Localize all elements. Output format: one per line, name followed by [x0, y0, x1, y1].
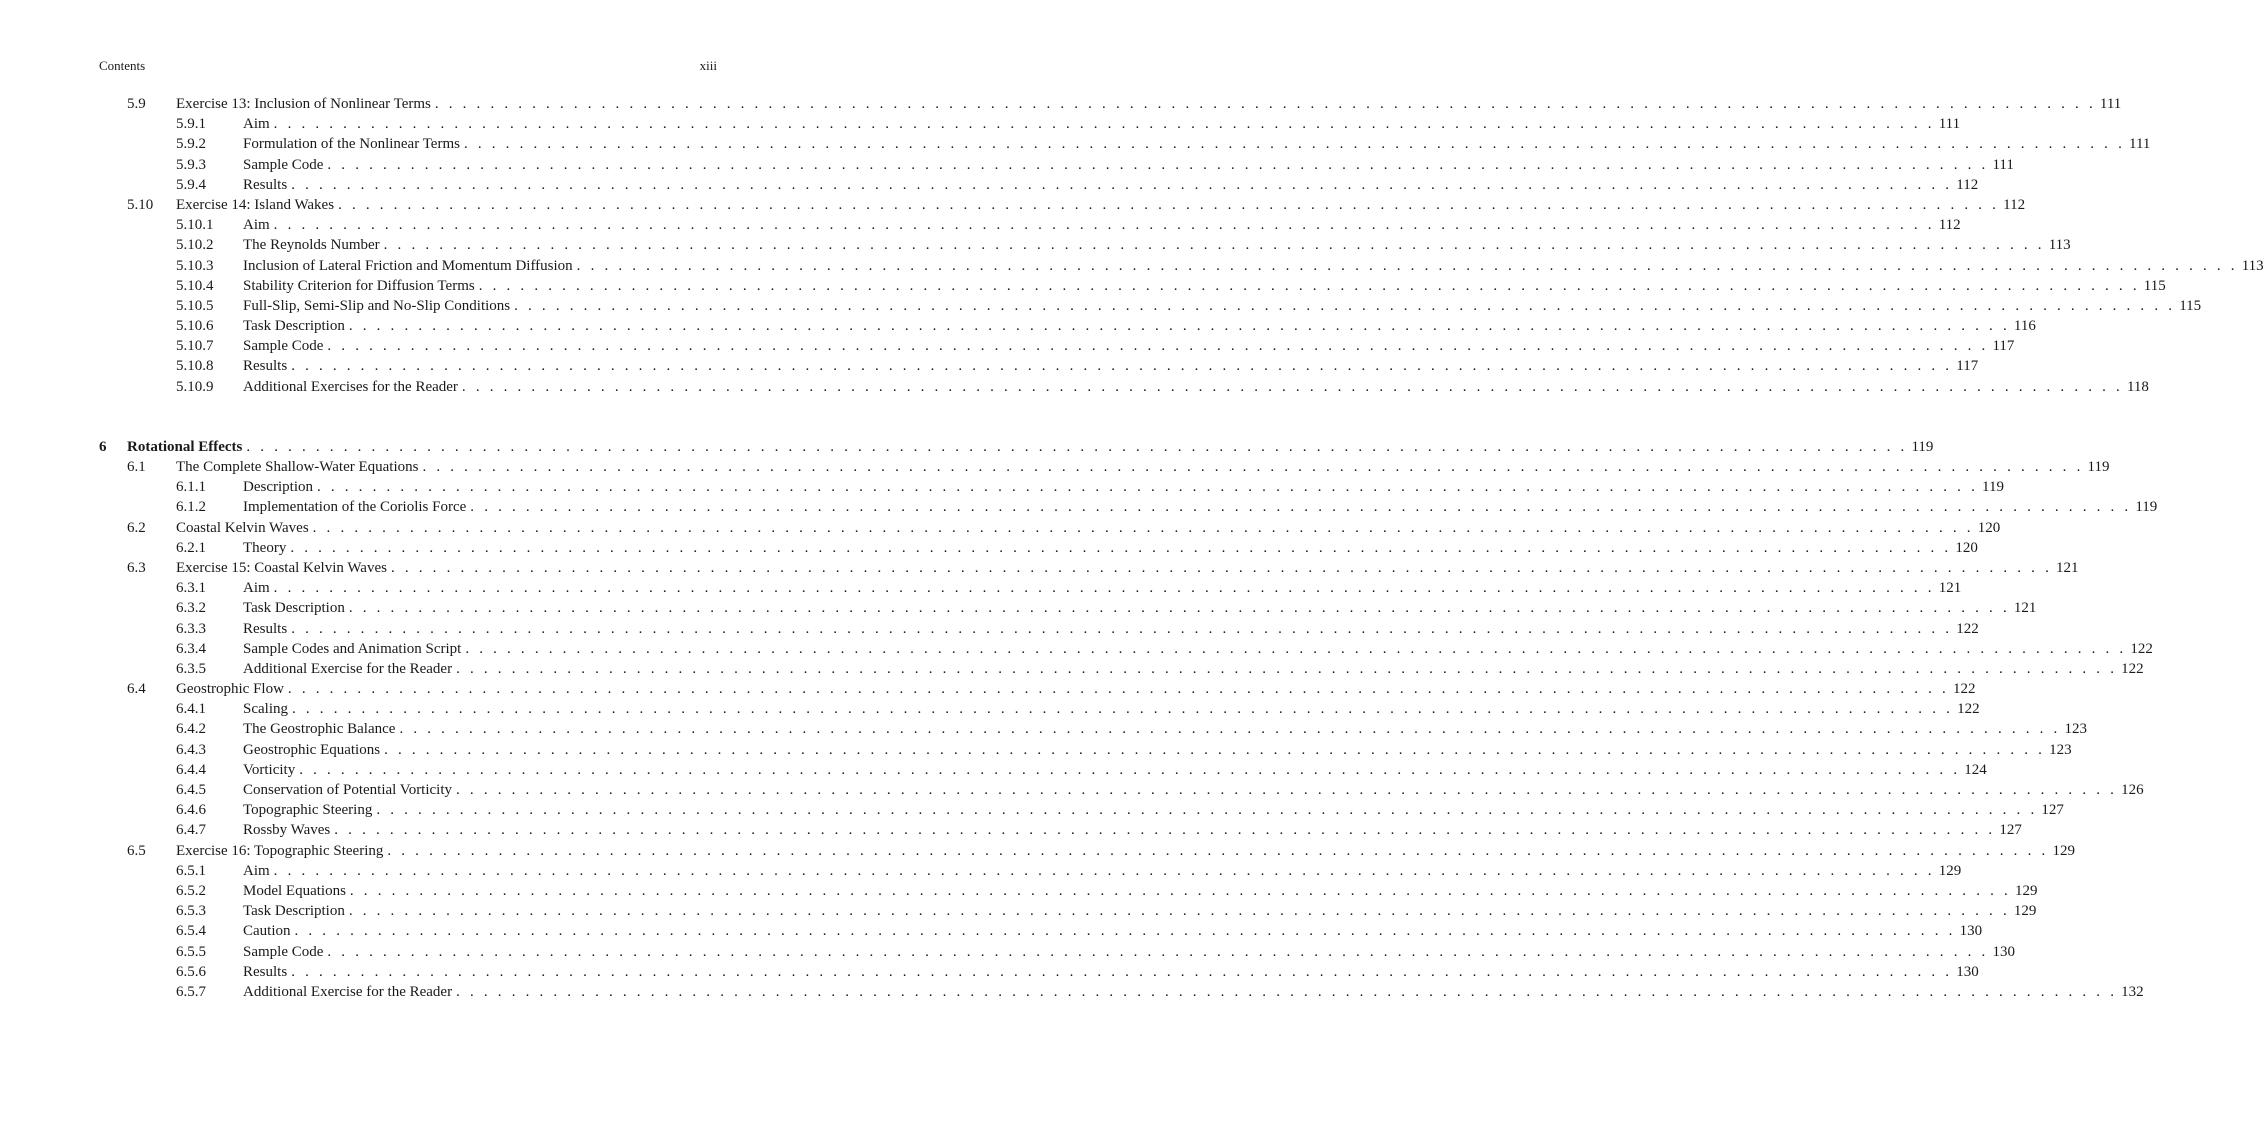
toc-entry-line [243, 235, 2071, 255]
toc-entry-number: 5.10.2 [176, 237, 214, 254]
toc-entry-sub[interactable] [99, 256, 2264, 276]
toc-entry-page: 129 [2011, 881, 2038, 901]
dot-leader: . . . . . . . . . . . . . . . . . . . . . . . . . . . . . . . . . . . . . . . . . . . . . . . . . . . . . . . . . . . . . . . . . . . . . . . . . . . . . . . . . . . . . . . . . . . . . . . . . . . . . . . . . . . . . . . . . . . . . . . . [294, 923, 1956, 940]
toc-entry-number: 6.4.2 [176, 721, 206, 738]
toc-entry-line [243, 820, 2022, 840]
toc-entry-title[interactable]: Task Description [243, 598, 349, 618]
toc-entry-sub[interactable] [99, 578, 1962, 598]
toc-entry-title[interactable]: Scaling [243, 699, 292, 719]
toc-entry-line [243, 114, 1961, 134]
dot-leader: . . . . . . . . . . . . . . . . . . . . . . . . . . . . . . . . . . . . . . . . . . . . . . . . . . . . . . . . . . . . . . . . . . . . . . . . . . . . . . . . . . . . . . . . . . . . . . . . . . . . . . . . . . . . . . . . . . . . . . . . [316, 479, 1979, 496]
toc-entry-title[interactable]: Sample Code [243, 336, 327, 356]
toc-entry-page: 129 [2048, 841, 2075, 861]
toc-entry-line [243, 215, 1961, 235]
toc-entry-title[interactable]: Results [243, 962, 291, 982]
toc-entry-number: 6.5.1 [176, 862, 206, 879]
toc-entry-number: 5.10.1 [176, 217, 214, 234]
dot-leader: . . . . . . . . . . . . . . . . . . . . . . . . . . . . . . . . . . . . . . . . . . . . . . . . . . . . . . . . . . . . . . . . . . . . . . . . . . . . . . . . . . . . . . . . . . . . . . . . . . . . . . . . . . . . . . . . . . . . . . . . [349, 882, 2011, 899]
toc-entry-sub[interactable] [99, 296, 2202, 316]
toc-entry-number: 5.10.3 [176, 257, 214, 274]
toc-entry-number: 6.4.5 [176, 782, 206, 798]
toc-entry-page: 117 [1988, 336, 2014, 356]
toc-entry-title[interactable]: Model Equations [243, 881, 350, 901]
toc-entry-line [243, 538, 1978, 558]
toc-entry-number: 6.2 [127, 519, 146, 536]
toc-entry-page: 112 [1935, 215, 1961, 235]
toc-entry-page: 130 [1988, 942, 2015, 962]
toc-entry-number: 6.1.2 [176, 499, 206, 516]
toc-entry-line [127, 437, 1934, 457]
toc-entry-page: 118 [2123, 377, 2149, 397]
toc-entry-line [243, 316, 2036, 336]
dot-leader: . . . . . . . . . . . . . . . . . . . . . . . . . . . . . . . . . . . . . . . . . . . . . . . . . . . . . . . . . . . . . . . . . . . . . . . . . . . . . . . . . . . . . . . . . . . . . . . . . . . . . . . . . . . . . . . . . . . . . . . . [273, 116, 1935, 133]
toc-entry-sub[interactable] [99, 942, 2015, 962]
toc-entry-page: 111 [2125, 134, 2150, 154]
toc-entry-title[interactable]: The Complete Shallow-Water Equations [176, 457, 422, 477]
toc-entry-number: 6.5.6 [176, 963, 206, 980]
toc-entry-page: 122 [1949, 679, 1976, 699]
dot-leader: . . . . . . . . . . . . . . . . . . . . . . . . . . . . . . . . . . . . . . . . . . . . . . . . . . . . . . . . . . . . . . . . . . . . . . . . . . . . . . . . . . . . . . . . . . . . . . . . . . . . . . . . . . . . . . . . . . . . . . . . [470, 499, 2132, 516]
toc-entry-page: 127 [1995, 820, 2022, 840]
dot-leader: . . . . . . . . . . . . . . . . . . . . . . . . . . . . . . . . . . . . . . . . . . . . . . . . . . . . . . . . . . . . . . . . . . . . . . . . . . . . . . . . . . . . . . . . . . . . . . . . . . . . . . . . . . . . . . . . . . . . . . . . [348, 600, 2010, 617]
toc-entry-page: 117 [1952, 356, 1978, 376]
dot-leader: . . . . . . . . . . . . . . . . . . . . . . . . . . . . . . . . . . . . . . . . . . . . . . . . . . . . . . . . . . . . . . . . . . . . . . . . . . . . . . . . . . . . . . . . . . . . . . . . . . . . . . . . . . . . . . . . . . . . . . . . [327, 943, 1989, 960]
toc-entry-title[interactable]: Exercise 14: Island Wakes [176, 195, 338, 215]
dot-leader: . . . . . . . . . . . . . . . . . . . . . . . . . . . . . . . . . . . . . . . . . . . . . . . . . . . . . . . . . . . . . . . . . . . . . . . . . . . . . . . . . . . . . . . . . . . . . . . . . . . . . . . . . . . . . . . . . . . . . . . . [246, 438, 1908, 455]
dot-leader: . . . . . . . . . . . . . . . . . . . . . . . . . . . . . . . . . . . . . . . . . . . . . . . . . . . . . . . . . . . . . . . . . . . . . . . . . . . . . . . . . . . . . . . . . . . . . . . . . . . . . . . . . . . . . . . . . . . . . . . . [334, 822, 1996, 839]
toc-entry-line [243, 155, 2014, 175]
dot-leader: . . . . . . . . . . . . . . . . . . . . . . . . . . . . . . . . . . . . . . . . . . . . . . . . . . . . . . . . . . . . . . . . . . . . . . . . . . . . . . . . . . . . . . . . . . . . . . . . . . . . . . . . . . . . . . . . . . . . . . . . [291, 620, 1953, 637]
toc-entry-line [243, 296, 2202, 316]
toc-entry-title[interactable]: Inclusion of Lateral Friction and Momentum Diffusion [243, 256, 577, 276]
dot-leader: . . . . . . . . . . . . . . . . . . . . . . . . . . . . . . . . . . . . . . . . . . . . . . . . . . . . . . . . . . . . . . . . . . . . . . . . . . . . . . . . . . . . . . . . . . . . . . . . . . . . . . . . . . . . . . . . . . . . . . . . [348, 318, 2010, 335]
toc-entry-sub[interactable] [99, 639, 2153, 659]
toc-entry-line [243, 639, 2153, 659]
toc-entry-sub[interactable] [99, 155, 2014, 175]
toc-entry-number: 6.1 [127, 459, 146, 475]
dot-leader: . . . . . . . . . . . . . . . . . . . . . . . . . . . . . . . . . . . . . . . . . . . . . . . . . . . . . . . . . . . . . . . . . . . . . . . . . . . . . . . . . . . . . . . . . . . . . . . . . . . . . . . . . . . . . . . . . . . . . . . . [478, 277, 2140, 294]
toc-entry-page: 122 [2117, 659, 2144, 679]
toc-entry-line [243, 780, 2144, 800]
toc-entry-number: 6.3 [127, 559, 146, 576]
toc-entry-sub[interactable] [99, 377, 2149, 397]
toc-entry-title[interactable]: Rossby Waves [243, 820, 334, 840]
toc-entry-title[interactable]: Description [243, 477, 317, 497]
toc-entry-section[interactable] [99, 94, 2122, 114]
toc-entry-sub[interactable] [99, 800, 2064, 820]
dot-leader: . . . . . . . . . . . . . . . . . . . . . . . . . . . . . . . . . . . . . . . . . . . . . . . . . . . . . . . . . . . . . . . . . . . . . . . . . . . . . . . . . . . . . . . . . . . . . . . . . . . . . . . . . . . . . . . . . . . . . . . . [291, 358, 1953, 375]
toc-entry-number: 6.5.7 [176, 983, 206, 1000]
toc-entry-number: 5.10.9 [176, 378, 214, 395]
toc-entry-page: 122 [2126, 639, 2153, 659]
dot-leader: . . . . . . . . . . . . . . . . . . . . . . . . . . . . . . . . . . . . . . . . . . . . . . . . . . . . . . . . . . . . . . . . . . . . . . . . . . . . . . . . . . . . . . . . . . . . . . . . . . . . . . . . . . . . . . . . . . . . . . . . [465, 640, 2127, 657]
toc-entry-number: 6.4.3 [176, 741, 206, 758]
dot-leader: . . . . . . . . . . . . . . . . . . . . . . . . . . . . . . . . . . . . . . . . . . . . . . . . . . . . . . . . . . . . . . . . . . . . . . . . . . . . . . . . . . . . . . . . . . . . . . . . . . . . . . . . . . . . . . . . . . . . . . . . [290, 539, 1952, 556]
toc-entry-sub[interactable] [99, 175, 1979, 195]
toc-entry-line [243, 699, 1980, 719]
toc-entry-number: 6.3.3 [176, 620, 206, 637]
toc-entry-line [243, 659, 2144, 679]
toc-entry-page: 115 [2140, 276, 2166, 296]
dot-leader: . . . . . . . . . . . . . . . . . . . . . . . . . . . . . . . . . . . . . . . . . . . . . . . . . . . . . . . . . . . . . . . . . . . . . . . . . . . . . . . . . . . . . . . . . . . . . . . . . . . . . . . . . . . . . . . . . . . . . . . . [383, 237, 2045, 254]
toc-entry-title[interactable]: Sample Code [243, 942, 327, 962]
toc-entry-title[interactable]: Geostrophic Equations [243, 740, 384, 760]
toc-entry-sub[interactable] [99, 477, 2004, 497]
toc-entry-line [243, 861, 1962, 881]
toc-entry-line [243, 175, 1979, 195]
toc-entry-page: 119 [1978, 477, 2004, 497]
toc-entry-line [243, 800, 2064, 820]
toc-entry-line [243, 598, 2037, 618]
toc-entry-title[interactable]: Results [243, 356, 291, 376]
toc-entry-number: 6.4.1 [176, 701, 206, 718]
toc-entry-title[interactable]: Additional Exercises for the Reader [243, 377, 462, 397]
toc-entry-line [243, 497, 2158, 517]
dot-leader: . . . . . . . . . . . . . . . . . . . . . . . . . . . . . . . . . . . . . . . . . . . . . . . . . . . . . . . . . . . . . . . . . . . . . . . . . . . . . . . . . . . . . . . . . . . . . . . . . . . . . . . . . . . . . . . . . . . . . . . . [390, 559, 2053, 576]
toc-entry-page: 121 [1935, 578, 1962, 598]
toc-entry-sub[interactable] [99, 497, 2158, 517]
toc-entry-page: 111 [1935, 114, 1960, 134]
toc-entry-title[interactable]: Exercise 13: Inclusion of Nonlinear Terms [176, 94, 435, 114]
dot-leader: . . . . . . . . . . . . . . . . . . . . . . . . . . . . . . . . . . . . . . . . . . . . . . . . . . . . . . . . . . . . . . . . . . . . . . . . . . . . . . . . . . . . . . . . . . . . . . . . . . . . . . . . . . . . . . . . . . . . . . . . [292, 701, 1954, 718]
toc-entry-sub[interactable] [99, 659, 2144, 679]
toc-entry-section[interactable] [99, 679, 1976, 699]
toc-entry-title[interactable]: Vorticity [243, 760, 299, 780]
toc-entry-sub[interactable] [99, 134, 2151, 154]
toc-entry-number: 5.9.4 [176, 176, 206, 193]
dot-leader: . . . . . . . . . . . . . . . . . . . . . . . . . . . . . . . . . . . . . . . . . . . . . . . . . . . . . . . . . . . . . . . . . . . . . . . . . . . . . . . . . . . . . . . . . . . . . . . . . . . . . . . . . . . . . . . . . . . . . . . . [287, 681, 1949, 698]
toc-entry-page: 123 [2061, 719, 2088, 739]
dot-leader: . . . . . . . . . . . . . . . . . . . . . . . . . . . . . . . . . . . . . . . . . . . . . . . . . . . . . . . . . . . . . . . . . . . . . . . . . . . . . . . . . . . . . . . . . . . . . . . . . . . . . . . . . . . . . . . . . . . . . . . . [456, 782, 2118, 798]
toc-entry-line [176, 518, 2001, 538]
page-number: xiii [699, 58, 717, 73]
toc-entry-number: 6.5.5 [176, 943, 206, 960]
toc-entry-number: 5.9.1 [176, 116, 206, 133]
toc-entry-number: 6.3.2 [176, 600, 206, 617]
toc-entry-title[interactable]: Task Description [243, 901, 349, 921]
toc-entry-line [243, 336, 2015, 356]
toc-entry-line [243, 901, 2037, 921]
toc-entry-page: 115 [2175, 296, 2201, 316]
toc-entry-line [243, 619, 1979, 639]
toc-entry-page: 130 [1952, 962, 1979, 982]
toc-entry-page: 112 [1999, 195, 2025, 215]
toc-entry-sub[interactable] [99, 356, 1979, 376]
toc-entry-page: 121 [2010, 598, 2037, 618]
toc-entry-line [176, 457, 2110, 477]
toc-entry-page: 120 [1974, 518, 2001, 538]
toc-entry-number: 6.5.3 [176, 903, 206, 920]
toc-entry-section[interactable] [99, 457, 2110, 477]
toc-entry-title[interactable]: Aim [243, 578, 274, 598]
toc-entry-sub[interactable] [99, 336, 2015, 356]
toc-entry-page: 119 [2084, 457, 2110, 477]
toc-entry-section[interactable] [99, 195, 2026, 215]
toc-entry-title[interactable]: Task Description [243, 316, 349, 336]
toc-entry-sub[interactable] [99, 820, 2022, 840]
toc-entry-number: 6.2.1 [176, 539, 206, 556]
dot-leader: . . . . . . . . . . . . . . . . . . . . . . . . . . . . . . . . . . . . . . . . . . . . . . . . . . . . . . . . . . . . . . . . . . . . . . . . . . . . . . . . . . . . . . . . . . . . . . . . . . . . . . . . . . . . . . . . . . . . . . . . [399, 721, 2061, 738]
toc-entry-line [243, 578, 1962, 598]
toc-entry-title[interactable]: Implementation of the Coriolis Force [243, 497, 470, 517]
dot-leader: . . . . . . . . . . . . . . . . . . . . . . . . . . . . . . . . . . . . . . . . . . . . . . . . . . . . . . . . . . . . . . . . . . . . . . . . . . . . . . . . . . . . . . . . . . . . . . . . . . . . . . . . . . . . . . . . . . . . . . . . [273, 217, 1935, 234]
toc-entry-title[interactable]: Aim [243, 215, 274, 235]
toc-entry-sub[interactable] [99, 276, 2166, 296]
toc-entry-line [176, 679, 1976, 699]
toc-entry-title[interactable]: Sample Codes and Animation Script [243, 639, 465, 659]
section-gap [99, 397, 717, 437]
toc-entry-page: 111 [2096, 94, 2121, 114]
dot-leader: . . . . . . . . . . . . . . . . . . . . . . . . . . . . . . . . . . . . . . . . . . . . . . . . . . . . . . . . . . . . . . . . . . . . . . . . . . . . . . . . . . . . . . . . . . . . . . . . . . . . . . . . . . . . . . . . . . . . . . . . [384, 741, 2046, 758]
toc-entry-line [243, 740, 2072, 760]
toc-entry-section[interactable] [99, 841, 2075, 861]
toc-entry-line [243, 256, 2264, 276]
dot-leader: . . . . . . . . . . . . . . . . . . . . . . . . . . . . . . . . . . . . . . . . . . . . . . . . . . . . . . . . . . . . . . . . . . . . . . . . . . . . . . . . . . . . . . . . . . . . . . . . . . . . . . . . . . . . . . . . . . . . . . . . [291, 176, 1953, 193]
toc-entry-page: 111 [1988, 155, 2013, 175]
toc-entry-sub[interactable] [99, 235, 2071, 255]
toc-entry-number: 5.9 [127, 96, 146, 112]
toc-entry-sub[interactable] [99, 861, 1962, 881]
toc-entry-number: 6.1.1 [176, 479, 206, 496]
toc-entry-page: 124 [1960, 760, 1987, 780]
toc-entry-page: 129 [1935, 861, 1962, 881]
dot-leader: . . . . . . . . . . . . . . . . . . . . . . . . . . . . . . . . . . . . . . . . . . . . . . . . . . . . . . . . . . . . . . . . . . . . . . . . . . . . . . . . . . . . . . . . . . . . . . . . . . . . . . . . . . . . . . . . . . . . . . . . [422, 459, 2084, 475]
toc-entry-page: 129 [2010, 901, 2037, 921]
toc-entry-title[interactable]: Exercise 15: Coastal Kelvin Waves [176, 558, 391, 578]
toc-entry-title[interactable]: Full-Slip, Semi-Slip and No-Slip Conditions [243, 296, 514, 316]
toc-entry-sub[interactable] [99, 901, 2037, 921]
toc-entry-number: 6.4.6 [176, 802, 206, 819]
toc-entry-title[interactable]: Additional Exercise for the Reader [243, 659, 456, 679]
dot-leader: . . . . . . . . . . . . . . . . . . . . . . . . . . . . . . . . . . . . . . . . . . . . . . . . . . . . . . . . . . . . . . . . . . . . . . . . . . . . . . . . . . . . . . . . . . . . . . . . . . . . . . . . . . . . . . . . . . . . . . . . [576, 257, 2238, 274]
toc-entry-title[interactable]: Sample Code [243, 155, 327, 175]
toc-entry-title[interactable]: Exercise 16: Topographic Steering [176, 841, 387, 861]
dot-leader: . . . . . . . . . . . . . . . . . . . . . . . . . . . . . . . . . . . . . . . . . . . . . . . . . . . . . . . . . . . . . . . . . . . . . . . . . . . . . . . . . . . . . . . . . . . . . . . . . . . . . . . . . . . . . . . . . . . . . . . . [299, 761, 1961, 778]
toc-entry-title[interactable]: Additional Exercise for the Reader [243, 982, 456, 1002]
toc-entry-page: 119 [1907, 437, 1933, 457]
toc-entry-line [243, 719, 2088, 739]
dot-leader: . . . . . . . . . . . . . . . . . . . . . . . . . . . . . . . . . . . . . . . . . . . . . . . . . . . . . . . . . . . . . . . . . . . . . . . . . . . . . . . . . . . . . . . . . . . . . . . . . . . . . . . . . . . . . . . . . . . . . . . . [273, 862, 1935, 879]
toc-entry-number: 6.3.1 [176, 580, 206, 597]
toc-entry-chapter[interactable] [99, 437, 1934, 457]
toc-entry-sub[interactable] [99, 760, 1987, 780]
toc-entry-title[interactable]: Results [243, 619, 291, 639]
toc-entry-sub[interactable] [99, 538, 1978, 558]
toc-entry-line [243, 982, 2144, 1002]
toc-entry-number: 6.5 [127, 842, 146, 859]
toc-entry-title[interactable]: Stability Criterion for Diffusion Terms [243, 276, 479, 296]
toc-entry-title[interactable]: Caution [243, 921, 295, 941]
toc-entry-number: 5.10.6 [176, 318, 214, 335]
toc-entry-number: 6.4.4 [176, 761, 206, 778]
toc-entry-page: 113 [2045, 235, 2071, 255]
toc-entry-sub[interactable] [99, 740, 2072, 760]
toc-entry-sub[interactable] [99, 719, 2088, 739]
toc-entry-title[interactable]: The Reynolds Number [243, 235, 384, 255]
dot-leader: . . . . . . . . . . . . . . . . . . . . . . . . . . . . . . . . . . . . . . . . . . . . . . . . . . . . . . . . . . . . . . . . . . . . . . . . . . . . . . . . . . . . . . . . . . . . . . . . . . . . . . . . . . . . . . . . . . . . . . . . [348, 903, 2010, 920]
dot-leader: . . . . . . . . . . . . . . . . . . . . . . . . . . . . . . . . . . . . . . . . . . . . . . . . . . . . . . . . . . . . . . . . . . . . . . . . . . . . . . . . . . . . . . . . . . . . . . . . . . . . . . . . . . . . . . . . . . . . . . . . [291, 963, 1953, 980]
toc-entry-line [243, 760, 1987, 780]
toc-entry-line [243, 356, 1979, 376]
toc-entry-page: 122 [1952, 619, 1979, 639]
toc-entry-line [243, 134, 2151, 154]
toc-entry-number: 5.10.4 [176, 277, 214, 294]
toc-entry-title[interactable]: Topographic Steering [243, 800, 376, 820]
toc-entry-page: 127 [2037, 800, 2064, 820]
toc-entry-title[interactable]: Theory [243, 538, 290, 558]
toc-entry-title[interactable]: Coastal Kelvin Waves [176, 518, 313, 538]
toc-entry-title[interactable]: Geostrophic Flow [176, 679, 288, 699]
toc-entry-sub[interactable] [99, 780, 2144, 800]
toc-entry-sub[interactable] [99, 316, 2036, 336]
toc-entry-title[interactable]: Aim [243, 114, 274, 134]
toc-entry-number: 6.4.7 [176, 822, 206, 839]
toc-entry-number: 5.9.3 [176, 156, 206, 173]
toc-entry-line [243, 477, 2004, 497]
toc-entry-sub[interactable] [99, 982, 2144, 1002]
toc-entry-line [176, 841, 2075, 861]
toc-entry-number: 6.3.5 [176, 660, 206, 677]
toc-entry-line [176, 195, 2026, 215]
dot-leader: . . . . . . . . . . . . . . . . . . . . . . . . . . . . . . . . . . . . . . . . . . . . . . . . . . . . . . . . . . . . . . . . . . . . . . . . . . . . . . . . . . . . . . . . . . . . . . . . . . . . . . . . . . . . . . . . . . . . . . . . [463, 136, 2126, 153]
toc-entry-number: 5.10.7 [176, 338, 214, 355]
dot-leader: . . . . . . . . . . . . . . . . . . . . . . . . . . . . . . . . . . . . . . . . . . . . . . . . . . . . . . . . . . . . . . . . . . . . . . . . . . . . . . . . . . . . . . . . . . . . . . . . . . . . . . . . . . . . . . . . . . . . . . . . [273, 580, 1935, 597]
toc-entry-page: 112 [1952, 175, 1978, 195]
toc-entry-number: 6.5.2 [176, 882, 206, 899]
toc-entry-number: 5.10 [127, 196, 154, 213]
dot-leader: . . . . . . . . . . . . . . . . . . . . . . . . . . . . . . . . . . . . . . . . . . . . . . . . . . . . . . . . . . . . . . . . . . . . . . . . . . . . . . . . . . . . . . . . . . . . . . . . . . . . . . . . . . . . . . . . . . . . . . . . [312, 519, 1974, 536]
toc-entry-section[interactable] [99, 558, 2079, 578]
toc-entry-title[interactable]: Results [243, 175, 291, 195]
dot-leader: . . . . . . . . . . . . . . . . . . . . . . . . . . . . . . . . . . . . . . . . . . . . . . . . . . . . . . . . . . . . . . . . . . . . . . . . . . . . . . . . . . . . . . . . . . . . . . . . . . . . . . . . . . . . . . . . . . . . . . . . [327, 338, 1989, 355]
toc-entry-sub[interactable] [99, 699, 1980, 719]
toc-entry-line [243, 921, 1983, 941]
toc-entry-page: 121 [2052, 558, 2079, 578]
toc-entry-line [243, 881, 2038, 901]
toc-entry-number: 6 [99, 438, 107, 455]
toc-entry-title[interactable]: Formulation of the Nonlinear Terms [243, 134, 464, 154]
dot-leader: . . . . . . . . . . . . . . . . . . . . . . . . . . . . . . . . . . . . . . . . . . . . . . . . . . . . . . . . . . . . . . . . . . . . . . . . . . . . . . . . . . . . . . . . . . . . . . . . . . . . . . . . . . . . . . . . . . . . . . . . [514, 297, 2176, 314]
toc-entry-line [243, 377, 2149, 397]
toc-entry-sub[interactable] [99, 114, 1961, 134]
toc-entry-page: 126 [2117, 780, 2144, 800]
toc-entry-page: 119 [2131, 497, 2157, 517]
toc-entry-page: 123 [2045, 740, 2072, 760]
toc-entry-number: 5.9.2 [176, 136, 206, 153]
toc-entry-page: 116 [2010, 316, 2036, 336]
toc-entry-title[interactable]: Aim [243, 861, 274, 881]
dot-leader: . . . . . . . . . . . . . . . . . . . . . . . . . . . . . . . . . . . . . . . . . . . . . . . . . . . . . . . . . . . . . . . . . . . . . . . . . . . . . . . . . . . . . . . . . . . . . . . . . . . . . . . . . . . . . . . . . . . . . . . . [456, 983, 2118, 1000]
dot-leader: . . . . . . . . . . . . . . . . . . . . . . . . . . . . . . . . . . . . . . . . . . . . . . . . . . . . . . . . . . . . . . . . . . . . . . . . . . . . . . . . . . . . . . . . . . . . . . . . . . . . . . . . . . . . . . . . . . . . . . . . [327, 156, 1989, 173]
dot-leader: . . . . . . . . . . . . . . . . . . . . . . . . . . . . . . . . . . . . . . . . . . . . . . . . . . . . . . . . . . . . . . . . . . . . . . . . . . . . . . . . . . . . . . . . . . . . . . . . . . . . . . . . . . . . . . . . . . . . . . . . [434, 96, 2096, 112]
toc-entry-sub[interactable] [99, 921, 1983, 941]
toc-entry-number: 5.10.5 [176, 297, 214, 314]
toc-entry-number: 6.3.4 [176, 640, 206, 657]
toc-entry-number: 6.5.4 [176, 923, 206, 940]
running-head-title: Contents [99, 58, 146, 73]
toc-entry-line [176, 94, 2122, 114]
toc-entry-page: 132 [2117, 982, 2144, 1002]
toc-entry-sub[interactable] [99, 962, 1979, 982]
toc-entry-sub[interactable] [99, 881, 2038, 901]
dot-leader: . . . . . . . . . . . . . . . . . . . . . . . . . . . . . . . . . . . . . . . . . . . . . . . . . . . . . . . . . . . . . . . . . . . . . . . . . . . . . . . . . . . . . . . . . . . . . . . . . . . . . . . . . . . . . . . . . . . . . . . . [456, 660, 2118, 677]
running-head [99, 58, 717, 76]
toc-entry-line [243, 276, 2166, 296]
dot-leader: . . . . . . . . . . . . . . . . . . . . . . . . . . . . . . . . . . . . . . . . . . . . . . . . . . . . . . . . . . . . . . . . . . . . . . . . . . . . . . . . . . . . . . . . . . . . . . . . . . . . . . . . . . . . . . . . . . . . . . . . [376, 802, 2038, 819]
toc-entry-page: 120 [1951, 538, 1978, 558]
toc-entry-sub[interactable] [99, 598, 2037, 618]
toc-entry-title[interactable]: Rotational Effects [127, 437, 246, 457]
toc-entry-sub[interactable] [99, 215, 1961, 235]
dot-leader: . . . . . . . . . . . . . . . . . . . . . . . . . . . . . . . . . . . . . . . . . . . . . . . . . . . . . . . . . . . . . . . . . . . . . . . . . . . . . . . . . . . . . . . . . . . . . . . . . . . . . . . . . . . . . . . . . . . . . . . . [338, 196, 2000, 213]
toc-entry-title[interactable]: The Geostrophic Balance [243, 719, 399, 739]
dot-leader: . . . . . . . . . . . . . . . . . . . . . . . . . . . . . . . . . . . . . . . . . . . . . . . . . . . . . . . . . . . . . . . . . . . . . . . . . . . . . . . . . . . . . . . . . . . . . . . . . . . . . . . . . . . . . . . . . . . . . . . . [461, 378, 2123, 395]
toc-entry-section[interactable] [99, 518, 2001, 538]
toc-entry-sub[interactable] [99, 619, 1979, 639]
toc-entry-title[interactable]: Conservation of Potential Vorticity [243, 780, 456, 800]
toc-entry-number: 6.4 [127, 681, 146, 698]
toc-entry-page: 122 [1953, 699, 1980, 719]
toc-entry-page: 130 [1956, 921, 1983, 941]
toc-entry-number: 5.10.8 [176, 358, 214, 375]
toc-entry-line [176, 558, 2079, 578]
toc-entry-page: 113 [2238, 256, 2264, 276]
dot-leader: . . . . . . . . . . . . . . . . . . . . . . . . . . . . . . . . . . . . . . . . . . . . . . . . . . . . . . . . . . . . . . . . . . . . . . . . . . . . . . . . . . . . . . . . . . . . . . . . . . . . . . . . . . . . . . . . . . . . . . . . [387, 842, 2049, 859]
toc-entry-line [243, 962, 1979, 982]
toc-entry-line [243, 942, 2015, 962]
table-of-contents [99, 94, 2264, 1002]
